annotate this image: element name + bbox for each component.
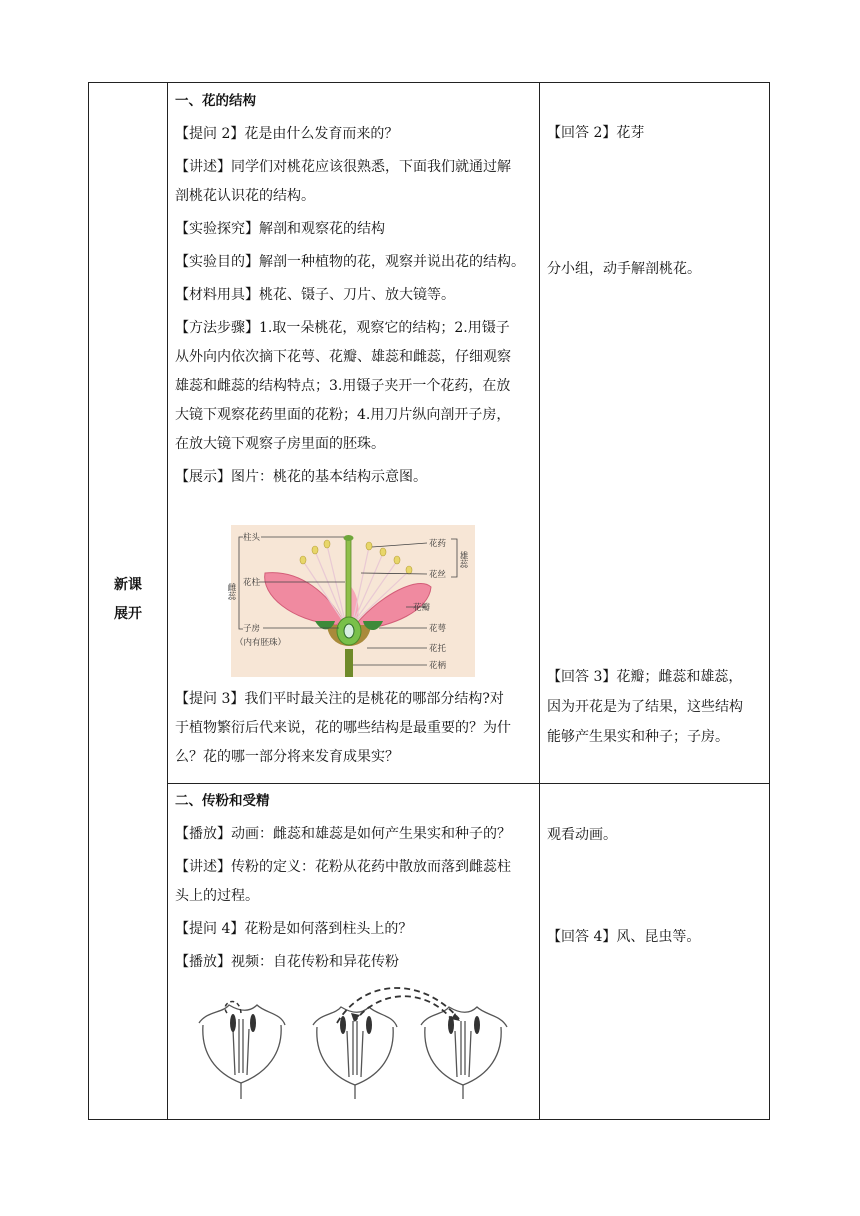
column-divider [167,83,168,1119]
label-receptacle: 花托 [429,644,447,654]
question-4: 【提问 4】花粉是如何落到柱头上的？ [175,921,413,937]
pedicel-shape [345,649,353,677]
column-divider [539,83,540,1119]
label-anther: 花药 [429,539,447,549]
pollination-sketch [189,983,519,1101]
section-heading: 一、花的结构 [175,93,256,109]
lesson-table [88,82,770,1120]
label-petal: 花瓣 [413,603,431,613]
answer-3-line1: 【回答 3】花瓣；雌蕊和雄蕊， [547,669,743,685]
flower-outline-1 [199,1005,285,1099]
teacher-activity-section1 [175,87,537,492]
stage-label-line1: 新课 [114,577,142,593]
section-2-heading: 二、传粉和受精 [175,793,270,809]
steps-line1: 【方法步骤】1.取一朵桃花，观察它的结构；2.用镊子 [175,320,510,336]
teacher-activity-section2 [175,787,537,977]
stage-label-line2: 展开 [114,606,142,622]
student-answer-2: 【回答 2】花芽 [547,125,645,141]
question-3-line3: 么？花的哪一部分将来发育成果实？ [175,749,399,765]
question-2: 【提问 2】花是由什么发育而来的？ [175,126,399,142]
question-3 [175,685,537,772]
anther-2a [340,1016,346,1034]
label-pistil: 雌蕊 [226,583,236,600]
question-3-line1: 【提问 3】我们平时最关注的是桃花的哪部分结构?对 [175,691,504,707]
anther-3b [474,1016,480,1034]
stage-label [89,571,167,629]
anther-2b [366,1016,372,1034]
materials: 【材料用具】桃花、镊子、刀片、放大镜等。 [175,287,455,303]
label-pedicel: 花柄 [429,661,447,671]
lecture-2-line2: 头上的过程。 [175,888,259,904]
answer-3-line2: 因为开花是为了结果，这些结构 [547,699,743,715]
student-answer-4: 【回答 4】风、昆虫等。 [547,929,701,945]
student-watch: 观看动画。 [547,827,617,843]
peach-flower-diagram [226,525,475,677]
label-filament: 花丝 [429,570,447,580]
steps-line5: 在放大镜下观察子房里面的胚珠。 [175,436,385,452]
experiment-title: 【实验探究】解剖和观察花的结构 [175,221,385,237]
steps-line2: 从外向内依次摘下花萼、花瓣、雄蕊和雌蕊，仔细观察 [175,349,511,365]
answer-3-line3: 能够产生果实和种子；子房。 [547,729,729,745]
student-answer-3 [547,662,769,752]
play-animation: 【播放】动画：雌蕊和雄蕊是如何产生果实和种子的？ [175,826,511,842]
ovule-shape [344,624,354,638]
lecture-1-line2: 剖桃花认识花的结构。 [175,188,315,204]
play-video: 【播放】视频：自花传粉和异花传粉 [175,954,399,970]
label-sepal: 花萼 [429,624,447,634]
label-ovary: 子房 [243,624,261,634]
experiment-purpose: 【实验目的】解剖一种植物的花，观察并说出花的结构。 [175,254,525,270]
label-stamen: 雄蕊 [458,551,468,568]
question-3-line2: 于植物繁衍后代来说，花的哪些结构是最重要的？为什 [175,720,511,736]
style-shape [346,539,351,625]
flower-outline-3 [421,1007,507,1099]
stigma-shape [344,535,354,541]
anther-1b [250,1014,256,1032]
anther-1a [230,1014,236,1032]
student-group-activity: 分小组，动手解剖桃花。 [547,261,701,277]
label-stigma: 柱头 [243,533,261,543]
lecture-2-line1: 【讲述】传粉的定义：花粉从花药中散放而落到雌蕊柱 [175,859,511,875]
lecture-1-line1: 【讲述】同学们对桃花应该很熟悉，下面我们就通过解 [175,159,511,175]
label-ovule-note: （内有胚珠） [235,638,287,648]
label-style: 花柱 [243,578,261,588]
row-divider [167,783,769,784]
steps-line4: 大镜下观察花药里面的花粉；4.用刀片纵向剖开子房， [175,407,511,423]
steps-line3: 雄蕊和雌蕊的结构特点；3.用镊子夹开一个花药，在放 [175,378,511,394]
show-picture: 【展示】图片：桃花的基本结构示意图。 [175,469,427,485]
